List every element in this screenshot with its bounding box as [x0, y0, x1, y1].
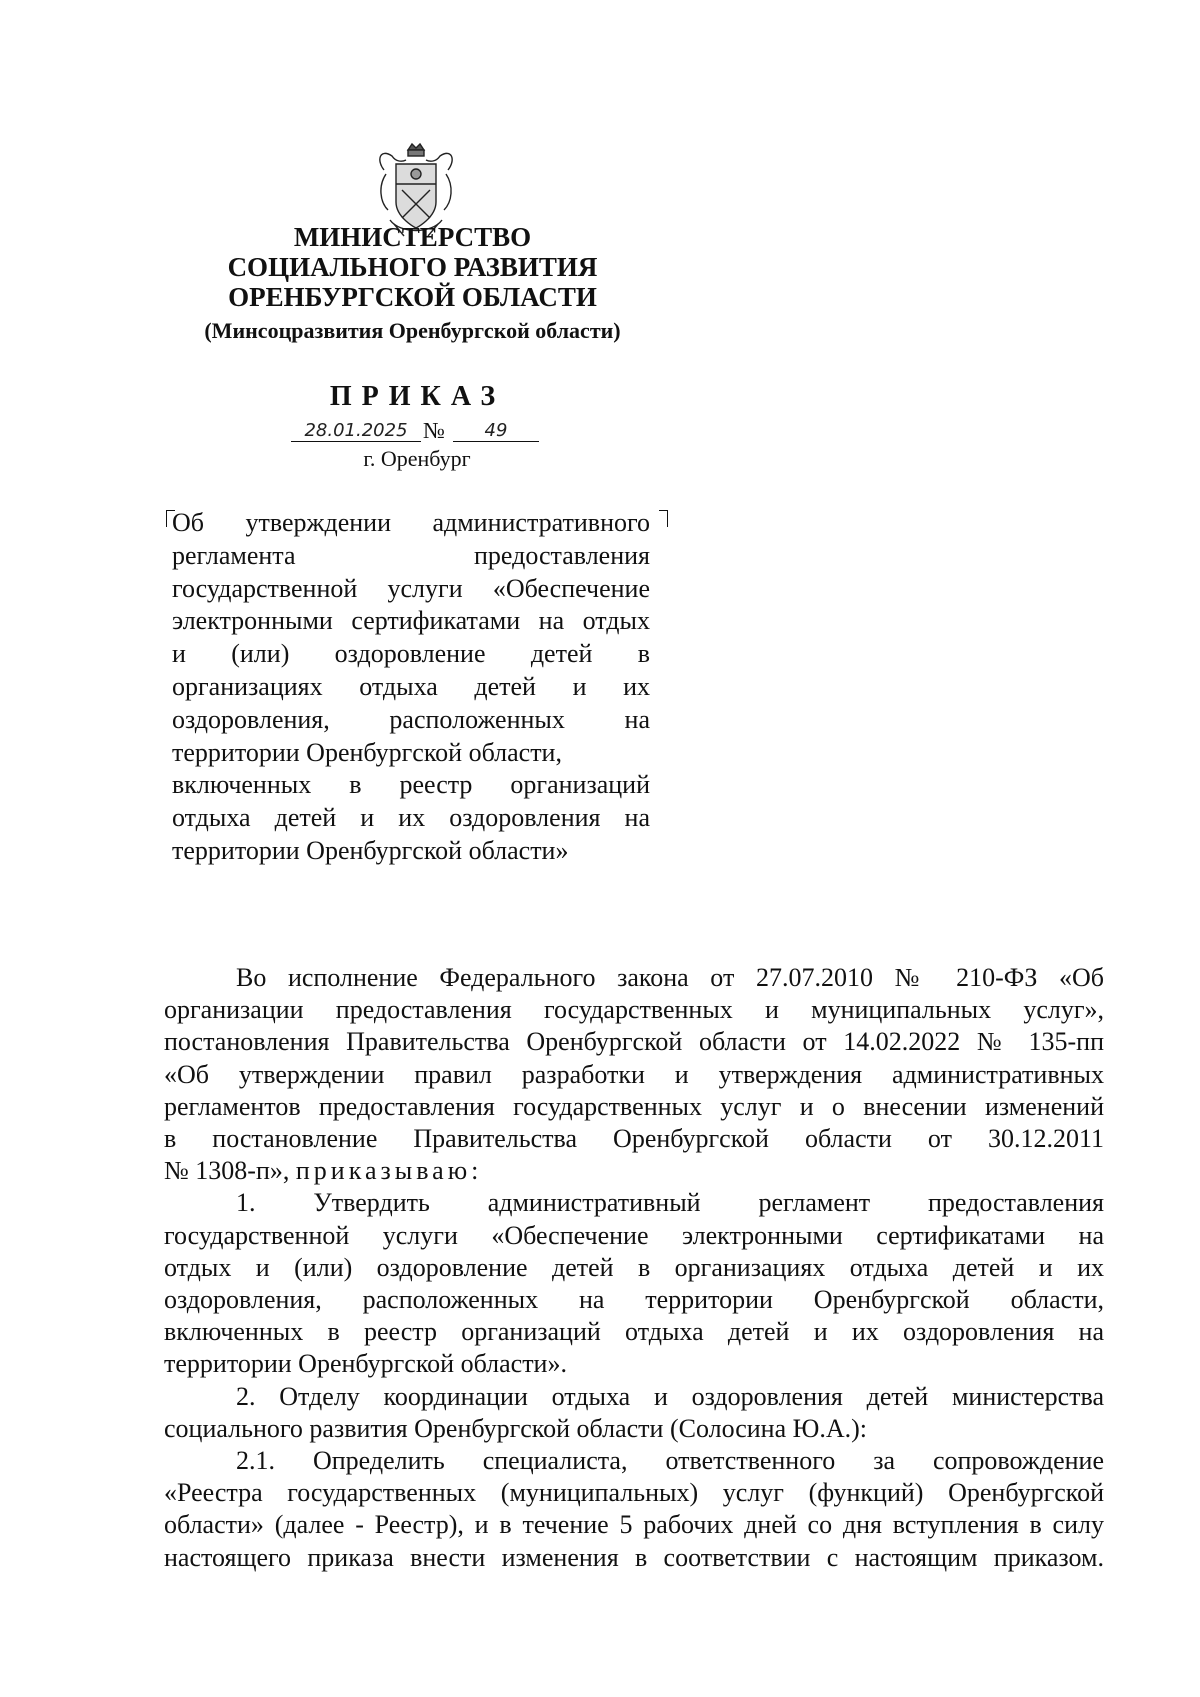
title-line: отдыха детей и их оздоровления на: [172, 803, 650, 833]
body-line: государственной услуги «Обеспечение электронными сертификатами на: [164, 1220, 1104, 1250]
body-line: «Об утверждении правил разработки и утверждения административных: [164, 1059, 1104, 1089]
title-line: территории Оренбургской области,: [172, 737, 562, 767]
title-line: организациях отдыха детей и их: [172, 671, 650, 701]
body-line: 2.1. Определить специалиста, ответственного за сопровождение: [236, 1446, 1104, 1476]
body-line: регламентов предоставления государственных услуг и о внесении изменений: [164, 1091, 1104, 1121]
body-line-part: № 1308-п»,: [164, 1156, 290, 1186]
body-line: социального развития Оренбургской области (Солосина Ю.А.):: [164, 1413, 868, 1443]
body-line: «Реестра государственных (муниципальных) услуг (функций) Оренбургской: [164, 1478, 1104, 1508]
title-line: оздоровления, расположенных на: [172, 704, 650, 734]
body-line: области» (далее - Реестр), и в течение 5 рабочих дней со дня вступления в силу: [164, 1510, 1104, 1540]
body-line: организации предоставления государственных и муниципальных услуг»,: [164, 995, 1104, 1025]
title-line: и (или) оздоровление детей в: [172, 639, 650, 669]
document-type-heading: ПРИКАЗ: [329, 381, 506, 412]
ministry-short-name: (Минсоцразвития Оренбургской области): [204, 318, 621, 343]
body-line: 1. Утвердить административный регламент предоставления: [236, 1188, 1104, 1218]
body-line: в постановление Правительства Оренбургской области от 30.12.2011: [164, 1124, 1104, 1154]
ministry-name-line1: МИНИСТЕРСТВО: [293, 222, 532, 252]
title-line: включенных в реестр организаций: [172, 770, 650, 800]
body-line: оздоровления, расположенных на территории Оренбургской области,: [164, 1285, 1104, 1315]
number-sign: №: [423, 418, 445, 443]
document-title: [172, 507, 650, 868]
title-line: электронными сертификатами на отдых: [172, 606, 650, 636]
title-bracket-right: [659, 510, 668, 527]
title-line: Об утверждении административного: [172, 508, 650, 537]
document-body: [164, 962, 1104, 1574]
body-line: 2. Отделу координации отдыха и оздоровления детей министерства: [236, 1381, 1104, 1411]
body-line: территории Оренбургской области».: [164, 1349, 567, 1379]
body-line: Во исполнение Федерального закона от 27.07.2010 № 210-ФЗ «Об: [236, 963, 1104, 992]
title-line: государственной услуги «Обеспечение: [172, 573, 650, 603]
ministry-name-line2: СОЦИАЛЬНОГО РАЗВИТИЯ: [227, 252, 598, 282]
body-line: отдых и (или) оздоровление детей в организациях отдыха детей и их: [164, 1252, 1104, 1282]
order-verb: приказываю:: [295, 1156, 483, 1186]
body-line: настоящего приказа внести изменения в соответствии с настоящим приказом.: [164, 1542, 1104, 1572]
title-line: регламента предоставления: [172, 540, 650, 570]
ministry-name-line3: ОРЕНБУРГСКОЙ ОБЛАСТИ: [228, 282, 597, 312]
document-date: 28.01.2025: [291, 420, 421, 442]
city-label: г. Оренбург: [363, 446, 471, 471]
title-line: территории Оренбургской области»: [172, 835, 569, 865]
body-line: постановления Правительства Оренбургской области от 14.02.2022 № 135-пп: [164, 1027, 1104, 1057]
body-line: [164, 1155, 1104, 1187]
body-line: включенных в реестр организаций отдыха детей и их оздоровления на: [164, 1317, 1104, 1347]
document-number: 49: [453, 420, 539, 442]
